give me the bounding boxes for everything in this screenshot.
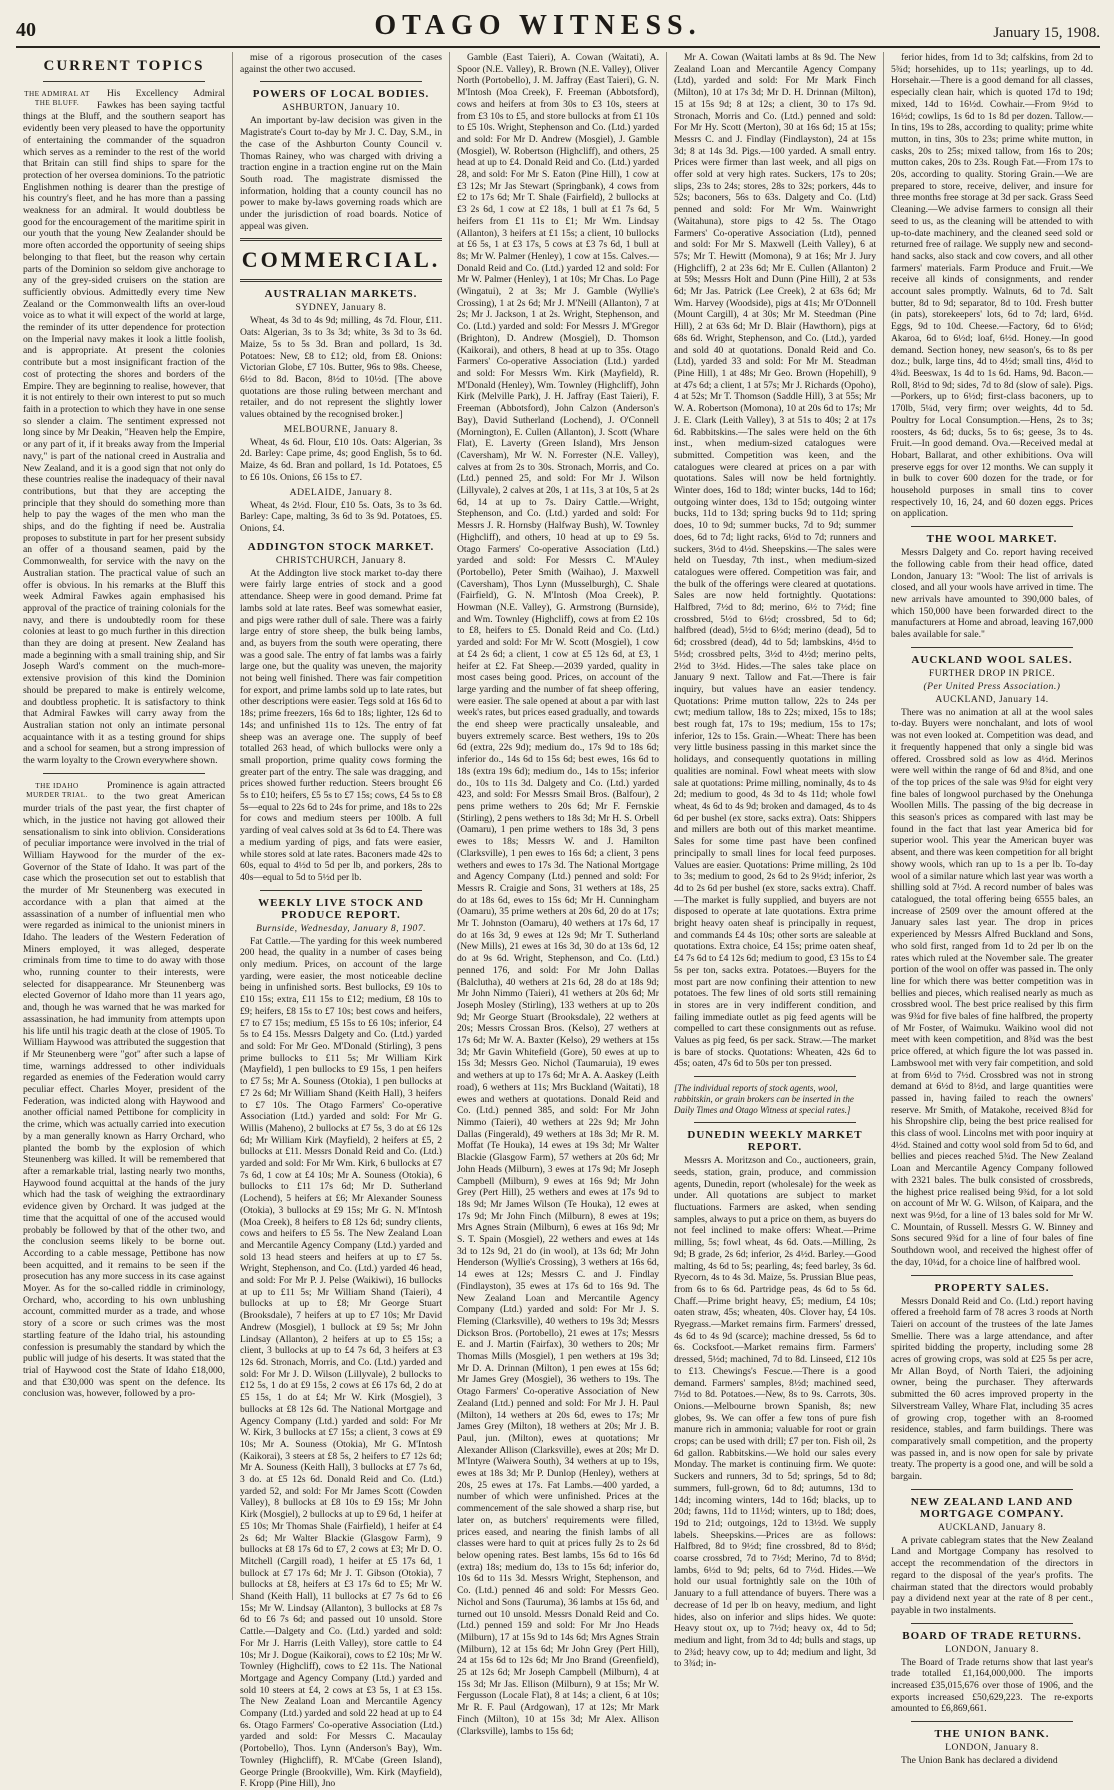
- wool-market-body: Messrs Dalgety and Co. report having received the following cable from their head office, dated London, January 13: "Wool: The list of arrivals is closed, and all your wools have arrived in time. The new arrivals have amounted to 390,000 bales, of which 150,000 have been forwarded direct to the manufacturers at Home and abroad, leaving 167,000 bales available for sale.": [891, 547, 1093, 641]
- divider: [694, 1122, 856, 1123]
- weekly-report-heading: WEEKLY LIVE STOCK AND PRODUCE REPORT.: [258, 896, 424, 921]
- divider: [694, 1076, 856, 1077]
- dateline: LONDON, January 8.: [945, 1643, 1039, 1655]
- dunedin-report-body: Messrs A. Moritzson and Co., auctioneers, grain, seeds, station, grain, produce, and commission agents, Dunedin, report (wholesale) for the week as under. All quotations are subject to market fluctuations. Farmers are asked, when sending samples, always to put a price on them, as buyers do not feel inclined to make offers: Wheat.—Prime milling, 5s; fowl wheat, 4s 6d. Oats.—Milling, 2s 9d; B grade, 2s 6d; inferior, 2s 4½d. Barley.—Good malting, 4s 6d to 5s; pearling, 4s; feed barley, 3s 6d. Ryecorn, 4s to 4s 3d. Maize, 5s. Prussian Blue peas, from 6s to 6s 6d. Partridge peas, 4s 6d to 5s 6d. Chaff.—Prime bright heavy, £5; medium, £4 10s; oaten straw, 45s; wheaten, 40s. Clover hay, £4 10s. Ryegrass.—Market remains firm. Farmers' dressed, 4s 6d to 4s 9d (scarce); machine dressed, 5s 6d to 6s. Cocksfoot.—Market remains firm. Farmers' dressed, 5½d; machined, 7d to 8d. Linseed, £12 10s to £13. Chewings's Fescue.—There is a good demand. Farmers' samples, 8½d; machined seed, 7½d to 8d. Potatoes.—New, 8s to 9s. Carrots, 30s. Onions.—Melbourne brown Spanish, 8s; new globes, 9s. We can offer a few tons of pure fish manure rich in ammonia; valuable for root or grain crops; can be used with drill; £7 per ton. Fish oil, 2s 6d gallon. Rabbitskins.—We hold our sales every Monday. The market is continuing firm. We quote: Suckers and runners, 3d to 5d; springs, 5d to 8d; summers, full-grown, 6d to 8d; autumns, 13d to 14d; incoming winters, 14d to 16d; blacks, up to 20d; fawns, 11d to 11½d; winters, up to 18d; does, 19d to 21d; outgoings, 12d to 13½d. We supply labels. Sheepskins.—Prices are as follows: Halfbred, 8d to 9½d; fine crossbred, 8d to 8½d; coarse crossbred, 7d to 7½d; Merino, 7d to 8½d; lambs, 6½d to 9d; pelts, 6d to 7½d. Hides.—We hold our usual fortnightly sale on the 10th of January to a full attendance of buyers. There was a decrease of 1d per lb on heavy, medium, and light hides, also on inferior and slips hides. We quote: Heavy stout ox, up to 7½d; heavy ox, 4d to 5d; medium and light, from 3d to 4d; bulls and stags, up to 2¾d; heavy cow, up to 4d; medium and light, 3d to 3¾d; in-: [674, 1155, 876, 1670]
- press-credit: (Per United Press Association.): [923, 680, 1061, 692]
- dateline: AUCKLAND, January 14.: [935, 693, 1049, 705]
- dateline: CHRISTCHURCH, January 8.: [275, 554, 407, 566]
- auckland-wool-body: There was no animation at all at the wool sales to-day. Buyers were nonchalant, and lots of wool was not even looked at. Competition was dead, and it frequently happened that only a single bid was offered. Crossbred sold as low as 4½d. Merinos were well within the range of 6d and 8¾d, and one of the top prices of the sale was 9¾d for eight very fine bales of longwool purchased by the Onehunga Woollen Mills. The passing of the big decrease in this season's prices as compared with last may be found in the fact that last year America bid for superior wool. This year the American buyer was absent, and there was keen competition for all bright showy wools, which ran up to 1s a per lb. To-day wool of a similar nature which last year was worth a shilling sold at 7½d. A record number of bales was catalogued, the total offering being 6555 bales, an increase of 2509 over the amount offered at the January sales last year. The drop in prices experienced by Messrs Alfred Buckland and Sons, who sold first, ranged from 1d to 2d per lb on the rates which ruled at the November sale. The greater portion of the wool on offer was passed in. The only line for which there was better competition was in bellies and pieces, which realised nearly as much as crossbred wool. The best price realised by this firm was 9¾d for five bales of fine halfbred, the property of Mr Foster, of Waimuku. Waikino wool did not meet with keen competition, and 8¾d was the best price offered, at which figure the lot was passed in. Lambswool met with very fair competition, and sold at from 6½d to 7½d. Crossbred was not in strong demand at 6½d to 8½d, and large quantities were passed in, having failed to reach the owners' reserve. Mr Smith, of Matakohe, received 8¾d for his Shropshire clip, being the best price realised for this class of wool. Lincolns met with poor inquiry at 4½d. Stained and cotty wool sold from 5d to 6d, and bellies and pieces reached 5¾d. The New Zealand Loan and Mercantile Agency Company followed with 2321 bales. The bulk consisted of crossbreds, the highest price realised being 9¾d, for a lot sold on account of Mr W. G. Wilson, of Kaipara, and the next was 9½d, for a line of 13 bales sold for Mr W. C. Mountain, of Russell. Messrs G. W. Binney and Sons secured 9¾d for a line of four bales of fine Southdown wool, and received the highest offer of the day, 10¼d, for a choice line of halfbred wool.: [891, 706, 1093, 1268]
- commercial-heading: COMMERCIAL.: [241, 247, 441, 273]
- board-of-trade-heading: BOARD OF TRADE RETURNS.: [902, 1629, 1082, 1642]
- dateline: ASHBURTON, January 10.: [282, 102, 400, 114]
- wool-market-heading: THE WOOL MARKET.: [926, 533, 1058, 546]
- stock-report-continued: Gamble (East Taieri), A. Cowan (Waitati), A. Spoor (N.E. Valley), R. Brown (N.E. Valley), Oliver North (Portobello), J. M. Jaffray (East Taieri), G. N. M'Intosh (Moa Creek), F. Freeman (Abbotsford), cows and heifers at from 30s to £3 10s, steers at from £3 10s to £5, and store bullocks at from £1 10s to £5 10s. Wright, Stephenson and Co. (Ltd.) yarded and sold: For Mr D. Andrew (Mosgiel), J. Gamble (Mosgiel), W. Robertson (Highcliff), and others, 25 head at up to £4. Donald Reid and Co. (Ltd.) yarded 28, and sold: For Mr S. Eaton (Pine Hill), 1 cow at £3 12s; Mr Jas Stewart (Springbank), 4 cows from £2 to 17s 6d; Mr T. Shale (Fairfield), 2 bullocks at £3 2s 6d, 1 cow at £2 18s, 1 bull at £1 7s 6d, 5 heifers from £1 11s to £1; Mr Wm. Lindsay (Allanton), 3 heifers at £1 15s; a client, 10 bullocks at £6 5s, 1 at £3 17s, 5 cows at £3 7s 6d, 1 bull at 8s; Mr W. Palmer (Henley), 1 cow at 15s. Calves.—Donald Reid and Co. (Ltd.) yarded 12 and sold: For Mr W. Palmer (Henley), 1 at 10s; Mr Chas. Lo Page (Wingatui), 2 at 3s; Mr J. Gamble (Wyllie's Crossing), 1 at 2s 6d; Mr J. M'Neill (Allanton), 7 at 2s; Mr J. Jackson, 1 at 2s. Wright, Stephenson, and Co. (Ltd.) yarded and sold: For Messrs J. M'Gregor (Brighton), D. Andrew (Mosgiel), D. Thomson (Kaikorai), and others, 8 head at up to 35s. Otago Farmers' Co-operative Association (Ltd.) yarded and sold: For Messrs Wm. Kirk (Mayfield), R. M'Donald (Henley), Wm. Townley (Highcliff), John Kirk (Melville Park), J. H. Jaffray (East Taieri), F. Freeman (Abbotsford), John Calzon (Anderson's Bay), David Sutherland (Lochend), J. O'Connell (Mornington), E. Cullen (Allanton), J. Scott (Whare Flat), E. Laverty (Green Island), Mrs Jenson (Caversham), Mr W. N. Forrester (N.E. Valley), calves at from 2s to 30s. Stronach, Morris, and Co. (Ltd.) penned 25, and sold: For Mr J. Wilson (Lillyvale), 2 calves at 20s, 1 at 11s, 3 at 10s, 5 at 2s 6d, 14 at up to 7s. Dairy Cattle.—Wright, Stephenson, and Co. (Ltd.) yarded and sold: For Messrs J. R. Hornsby (Halfway Bush), W. Townley (Highcliff), and others, 10 head at up to £9 5s. Otago Farmers' Co-operative Association (Ltd.) yarded and sold: For Messrs C. M'Auley (Portobello), Peter Smith (Waihao), J. Maxwell (Caversham), Thos Lynn (Musselburgh), C. Shale (Fairfield), G. N. M'Intosh (Moa Creek), P. Howman (N.E. Valley), G. Armstrong (Burnside), and Wm. Townley (Highcliff), cows at from £2 10s to £8, heifers to £5. Donald Reid and Co. (Ltd.) yarded and sold: For Mr W. Scott (Mosgiel), 1 cow at £4 2s 6d; a client, 1 cow at £5 12s 6d, at £3, 1 heifer at £2. Fat Sheep.—2039 yarded, quality in most cases being good. Prices, on account of the large yarding and the number of fat sheep offering, were easier. The sale opened at about a par with last week's rates, but prices eased gradually, and towards the end sheep were practically unsaleable, and buyers extremely scarce. Best wethers, 19s to 20s 6d (extra, 22s 9d); medium do., 17s 9d to 18s 6d; inferior do., 14s 6d to 15s 6d; best ewes, 16s 6d to 18s (extra 19s 6d); medium do., 14s to 15s; inferior do., 10s to 11s 3d. Dalgety and Co. (Ltd.) yarded 423, and sold: For Messrs Smail Bros. (Balfour), 2 pens prime wethers to 20s 6d; Mr F. Fernskie (Stirling), 2 pens wethers to 18s 3d; Mr H. S. Orbell (Oamaru), 1 pen prime wethers to 18s 3d, 3 pens ewes to 18s; Messrs W. and J. Hamilton (Clarksville), 1 pen ewes to 16s 6d; a client, 3 pens wethers and ewes to 17s 3d. The National Mortgage and Agency Company (Ltd.) penned and sold: For Messrs R. Craigie and Sons, 31 wethers at 18s, 25 do at 18s 6d, ewes to 15s 6d; Mr H. Cunningham (Oamaru), 35 prime wethers at 20s 6d, 20 do at 17s; Mr T. Johnston (Oamaru), 40 wethers at 17s 6d, 17 do at 16s 3d, 9 ewes at 12s 9d; Mr T. Sutherland (New Mills), 21 ewes at 16s 3d, 30 do at 13s 6d, 12 do at 9s 6d. Wright, Stephenson, and Co. (Ltd.) penned 176, and sold: For Mr John Dallas (Balclutha), 40 wethers at 21s 6d, 28 do at 18s 9d; Mr John Nimmo (Taieri), 41 wethers at 20s 6d; Mr Joseph Mosley (Stirling), 133 wethers at up to 20s 9d; Mr George Stuart (Brooksdale), 22 wethers at 20s; Messrs Crossan Bros. (Kelso), 27 wethers at 17s 6d; Mr W. A. Baxter (Kelso), 29 wethers at 15s 3d; Mr Gavin Whitefield (Gore), 50 ewes at up to 15s 3d; Messrs Geo. Nichol (Taumaruia), 19 ewes and wethers at up to 17s 6d; Mr A. A. Aaskey (Leith road), 6 wethers at 11s; Mrs Buckland (Waitati), 18 ewes and wethers at quotations. Donald Reid and Co. (Ltd.) penned 385, and sold: For Mr John Nimmo (Taieri), 40 wethers at 22s 9d; Mr John Dallas (Fingerald), 49 wethers at 18s 3d; Mr R. M. Moffat (Te Houka), 14 ewes at 19s 3d; Mr Walter Blackie (Glasgow Farm), 57 wethers at 20s 6d; Mr John Heads (Milburn), 3 ewes at 17s 9d; Mr Joseph Campbell (Milburn), 9 ewes at 16s 9d; Mr John Grey (Pert Hill), 25 wethers and ewes at 17s 9d to 18s 9d; Mr James Wilson (Te Houka), 12 ewes at 17s 9d; Mr John Finch (Milburn), 8 ewes at 19s; Mrs Agnes Strain (Milburn), 6 ewes at 16s 9d; Mr S. T. Spain (Mosgiel), 22 wethers and ewes at 14s 3d to 12s 9d, 21 do (in wool), at 13s 6d; Mr John Henderson (Wyllie's Crossing), 3 wethers at 16s 6d, 14 ewes at 12s; Messrs C. and J. Findlay (Findlayston), 35 ewes at 17s 6d to 16s 9d. The New Zealand Loan and Mercantile Agency Company (Ltd.) yarded and sold: For Mr J. S. Fleming (Clarksville), 40 wethers to 19s 3d; Messrs Dickson Bros. (Portobello), 21 ewes at 17s; Messrs E. and J. Martin (Fairfax), 30 wethers to 20s; Mr Thomas Mills (Mosgiel), 1 pen wethers at 19s 3d; Mr D. A. Drinnan (Milton), 1 pen ewes at 15s 6d; Mr James Grey (Mosgiel), 36 wethers to 19s. The Otago Farmers' Co-operative Association of New Zealand (Ltd.) penned and sold: For Mr J. H. Paul (Milton), 14 wethers at 20s 6d, ewes to 17s; Mr James Grey (Milton), 18 wethers at 20s; Mr J. B. Paul, jun. (Milton), ewes at quotations; Mr Alexander Allison (Clarksville), ewes at 20s; Mr D. M'Intyre (Waiwera South), 34 wethers at up to 19s, ewes at 18s 3d; Mr P. Dunlop (Henley), wethers at 20s, 25 ewes at 17s. Fat Lambs.—400 yarded, a number of which were unfinished. Prices at the commencement of the sale showed a sharp rise, but later on, as butchers' requirements were filled, prices eased, and nearing the finish lambs of all classes were hard to quit at prices fully 2s to 2s 6d below opening rates. Best lambs, 15s 6d to 16s 6d (extra) 18s; medium do, 13s to 15s 6d; inferior do, 10s 6d to 11s 3d. Messrs Wright, Stephenson, and Co. (Ltd.) penned 46 and sold: For Messrs Geo. Nichol and Sons (Tauruma), 36 lambs at 15s 6d, and turned out 10 unsold. Messrs Donald Reid and Co. (Ltd.) penned 159 and sold: For Mr Jno Heads (Milburn), 17 at 15s 9d to 14s 6d; Mrs Agnes Strain (Milburn), 12 at 15s 6d; Mr John Grey (Pert Hill), 24 at 15s 6d to 12s 6d; Mr Jno Brand (Greenfield), 25 at 12s 6d; Mr Joseph Campbell (Milburn), 4 at 15s 3d; Mr Jas. Ellison (Milburn), 9 at 15s; Mr W. Fergusson (Locale Flat), 8 at 14s; a client, 6 at 10s; Mr R. F. Paul (Ardgowan), 17 at 12s; Mr Mark Finch (Milton), 10 at 15s 3d; Mr Alex. Allison (Clarksville), lambs to 15s 6d;: [457, 52, 659, 1737]
- subheading: FURTHER DROP IN PRICE.: [928, 667, 1056, 679]
- columns: [16, 52, 1100, 1790]
- divider: [911, 647, 1073, 648]
- double-rule: [240, 238, 442, 241]
- property-sales-heading: PROPERTY SALES.: [934, 1281, 1050, 1294]
- masthead: [16, 8, 1100, 48]
- column-3: [450, 52, 667, 1737]
- dateline: SYDNEY, January 8.: [295, 302, 387, 314]
- powers-body: An important by-law decision was given in the Magistrate's Court to-day by Mr J. C. Day, S.M., in the case of the Ashburton County Council v. Thomas Rainey, who was charged with driving a traction engine in a traction engine rut on the Main South road. The magistrate dismissed the information, holding that a county council has no power to make by-laws governing roads which are under the jurisdiction of road boards. Notice of appeal was given.: [240, 115, 442, 232]
- union-bank-heading: THE UNION BANK.: [934, 1728, 1050, 1741]
- divider: [911, 1623, 1073, 1624]
- divider: [911, 1489, 1073, 1490]
- board-of-trade-body: The Board of Trade returns show that last year's trade totalled £1,164,000,000. The imports increased £35,015,676 over those of 1906, and the exports increased £50,629,223. The re-exports amounted to £6,869,661.: [891, 1656, 1093, 1715]
- stock-report-continued: Mr A. Cowan (Waitati lambs at 8s 9d. The New Zealand Loan and Mercantile Agency Company (Ltd), yarded and sold: For Mr Mark Finch (Milton), 10 at 17s 3d; Mr D. H. Drinnan (Milton), 15 at 15s 9d; 8 at 12s; a client, 30 to 17s 9d. Stronach, Morris and Co. (Ltd.) penned and sold: For Mr Hy. Scott (Merton), 30 at 16s 6d; 15 at 15s; Messrs C. and J. Findlay (Findlayston), 24 at 15s 3d; 8 at 14s 3d. Pigs.—100 yarded. A small entry. Prices were firmer than last week, and all pigs on offer sold at very high rates. Suckers, 17s to 20s; slips, 23s to 24s; stores, 28s to 32s; porkers, 44s to 52s; baconers, 56s to 63s. Dalgety and Co. (Ltd) penned and sold: For Mr Wm. Wainwright (Waitahuna), store pigs to 42 5s. The Otago Farmers' Co-operative Association (Ltd), penned and sold: For Mr S. Maxwell (Leith Valley), 6 at 57s; Mr T. Hewitt (Momona), 9 at 16s; Mr J. Jury (Highcliff), 2 at 23s 6d; Mr E. Cullen (Allanton) 2 at 59s; Messrs Holt and Dunn (Pine Hill), 2 at 53s 6d; Mr Jas. Patrick (Lee Creek), 2 at 63s 6d; Mr Wm. Harvey (Woodside), pigs at 41s; Mr O'Donnell (Mount Cargill), 4 at 30s; Mr M. Steedman (Pine Hill), 2 at 63s 6d; Mr D. Blair (Hawthorn), pigs at 68s 6d. Wright, Stephenson, and Co. (Ltd.), yarded and sold 40 at quotations. Donald Reid and Co. (Ltd), yarded 33 and sold: For Mr M. Steadman (Pine Hill), 1 at 48s; Mr Geo. Brown (Hopehill), 9 at 47s 6d; a client, 1 at 57s; Mr J. Richards (Opoho), 4 at 52s; Mr T. Thomson (Saddle Hill), 3 at 55s; Mr W. A. Robertson (Momona), 10 at 20s 6d to 17s; Mr J. E. Clark (Leith Valley), 3 at 51s to 40s; 2 at 17s 6d. Rabbitskins.—The sales were held on the 6th inst., when medium-sized catalogues were submitted. Competition was keen, and the catalogues were cleared at prices on a par with quotations. Sales will now be held fortnightly. Winter does, 16d to 18d; winter bucks, 14d to 16d; outgoing winter does, 13d to 15d; outgoing winter bucks, 11d to 13d; spring bucks 9d to 11d; spring does, 10 to 9d; summer bucks, 7d to 9d; summer does, 6d to 7d; light racks, 6½d to 7d; runners and suckers, 3½d to 4½d. Sheepskins.—The sales were held on Tuesday, 7th inst., when medium-sized catalogues were offered. Competition was fair, and the bulk of the offerings were cleared at quotations. Sales are now held fortnightly. Quotations: Halfbred, 7½d to 8d; merino, 6½ to 7½d; fine crossbred, 5½d to 6½d; crossbred, 5d to 6d; halfbred (dead), 5½d to 6½d; merino (dead), 5d to 6d; crossbred (dead), 4d to 5d; lambskins, 4½d to 5½d; crossbred pelts, 3½d to 4½d; merino pelts, 2½d to 3½d. Hides.—The sales take place on January 9 next. Tallow and Fat.—There is fair inquiry, but values have an easier tendency. Quotations: Prime mutton tallow, 22s to 24s per cwt; medium tallow, 18s to 22s; mixed, 15s to 18s; best rough fat, 17s to 19s; medium, 15s to 17s; inferior, 12s to 15s. Grain.—Wheat: There has been very little business passing in this market since the holidays, and consequently quotations in milling qualities are nominal. Fowl wheat meets with slow sale at quotations: Prime milling, nominally, 4s to 4s 2d; medium to good, 4s 3d to 4s 11d; whole fowl wheat, 4s 6d to 4s 9d; broken and damaged, 4s to 4s 6d per bushel (ex store, sacks extra). Oats: Shippers and millers are both out of this market meantime. Sales for some time past have been confined principally to small lines for local feed purposes. Values are easier. Quotations: Prime milling, 2s 10d to 3s; medium to good, 2s 6d to 2s 9½d; inferior, 2s 4d to 2s 6d per bushel (ex store, sacks extra). Chaff.—The market is fully supplied, and buyers are not disposed to operate at late quotations. Extra prime bright heavy oaten sheaf is principally in request, and commands £4 4s 10s; other sorts are saleable at quotations. Extra choice, £4 15s; prime oaten sheaf, £4 7s 6d to £4 12s 6d; medium to good, £3 15s to £4 5s per ton, sacks extra. Potatoes.—Buyers for the most part are now confining their attention to new potatoes. The few lines of old sorts still remaining in stores are in very indifferent condition, and failing immediate outlet as pig feed agents will be compelled to cart these consignments out as refuse. Values as pig feed, 6s per sack. Straw.—The market is bare of stocks. Quotations: Wheaten, 42s 6d to 45s; oaten, 47s 6d to 50s per ton pressed.: [674, 52, 877, 1070]
- sidenote-admiral: THE ADMIRAL AT THE BLUFF.: [24, 90, 90, 107]
- column-2: [233, 52, 450, 1790]
- divider: [260, 81, 422, 82]
- dateline: LONDON, January 8.: [945, 1742, 1039, 1754]
- divider: [911, 1721, 1073, 1722]
- dateline: ADELAIDE, January 8.: [289, 486, 393, 498]
- column-1: [16, 52, 233, 1600]
- union-bank-body: The Union Bank has declared a dividend: [901, 1755, 1058, 1767]
- divider: [43, 81, 205, 82]
- divider: [43, 773, 205, 774]
- column-4: [667, 52, 884, 1670]
- nz-land-body: A private cablegram states that the New Zealand Land and Mortgage Company has resolved to accept the recommendation of the directors in regard to the disposal of the year's profits. The chairman stated that the directors would probably pay a dividend next year at the rate of 8 per cent., payable in two instalments.: [891, 1534, 1093, 1616]
- current-topics-heading: CURRENT TOPICS: [43, 58, 205, 74]
- dunedin-report-heading: DUNEDIN WEEKLY MARKET REPORT.: [687, 1129, 863, 1154]
- property-sales-body: Messrs Donald Reid and Co. (Ltd.) report having offered a freehold farm of 78 acres 3 roods at North Taieri on account of the trustees of the late James Smellie. There was a large attendance, and after spirited bidding the property, including some 28 acres of growing crops, was sold at £25 5s per acre, Mr Allan Boyd, of North Taieri, the adjoining owner, being the purchaser. They afterwards submitted the 60 acres improved property in the Silverstream Valley, Whare Flat, including 35 acres of growing crop, together with an 8-roomed residence, stables, and farm buildings. There was comparatively small competition, and the property was passed in, and is now open for sale by private treaty. The property is a good one, and will be sold a bargain.: [891, 1295, 1093, 1483]
- divider: [911, 1275, 1073, 1276]
- double-rule: [240, 279, 442, 282]
- article-admiral: His Excellency Admiral Fawkes has been saying tactful things at the Bluff, and the southern seaport has evidently been very pleased to have the opportunity of entertaining the commander of the squadron which serves as a reminder to the rest of the world that Britain can still find ships to spare for the protection of her oversea dominions. To the patriotic Englishmen nothing is dearer than the prestige of his country's fleet, and he has more than a passing weakness for an admiral. It would doubtless be good for the encouragement of the maritime spirit in our youth that the young New Zealander should be more often accorded the opportunity of seeing ships belonging to that fleet, but the reason why certain parts of the Dominion so seldom give anchorage to any of the grey-sided cruisers on the station are sufficiently obvious. Admittedly every time New Zealand or the Commonwealth lifts an over-loud voice as to what it will expect of the world at large, the reminder of its utter dependence for protection on the Imperial navy makes it look a little foolish, and is appropriate. At present the colonies contribute but a most insignificant fraction of the cost of protecting the shores and borders of the Empire. They are beginning to realise, however, that it is not entirely to their own interest to put so much faith in a protection to which they have in one sense so slender a claim. The sentiment expressed not long since by Mr Deakin, "Heaven help the Empire, or any part of it, if it breaks away from the Imperial navy," is part of the national creed in Australia and New Zealand, and it is a good sign that not only do these countries realise the inadequacy of their naval contributions, but that they are accepting the principle that they should do something more than help to pay the wages of the men who man the ships, and do the fighting if need be. Australia proposes to substitute in part for her present subsidy an offer of a thousand seamen, paid by the Commonwealth, for service with the navy on the Australian station. The practical value of such an offer is obvious. In his remarks at the Bluff this week Admiral Fawkes again emphasised his approval of the practice of training colonials for the navy, and there is undoubtedly room for these colonies at least to go much further in this direction than they are doing at present. New Zealand has made a beginning with a small training ship, and Sir Joseph Ward's comment on the much-more-extensive provision of this kind the Dominion should be prepared to make is entirely welcome, and doubtless prophetic. It is satisfactory to think that Admiral Fawkes will carry away from the Australian station not only an intimate personal acquaintance with it as a testing ground for ships and a school for seamen, but a strong impression of the warm loyalty to the Crown everywhere shown.: [23, 88, 225, 767]
- divider: [260, 890, 422, 891]
- sidenote-idaho: THE IDAHO MURDER TRIAL.: [26, 781, 88, 799]
- addington-heading: ADDINGTON STOCK MARKET.: [247, 540, 435, 553]
- australian-markets-heading: AUSTRALIAN MARKETS.: [264, 288, 418, 301]
- dunedin-report-continued: ferior hides, from 1d to 3d; calfskins, from 2d to 5¾d; horsehides, up to 11s; yearlings, up to 4d. Horsehair.—There is a good demand for all classes, especially clean hair, which is quoted 17d to 19d; mixed, 14d to 16½d. Cowhair.—From 9½d to 16½d; cowlips, 1s 6d to 1s 8d per dozen. Tallow.—In tins, 19s to 28s, according to quality; prime white mutton, in tins, 30s to 23s; prime white mutton, in casks, 20s to 25s; mixed tallow, from 16s to 20s; mutton cakes, 20s to 23s. Rough Fat.—From 17s to 20s, according to quality. Storing Grain.—We are prepared to store, receive, deliver, and insure for three months free storage at 3d per sack. Grass Seed Cleaning.—We advise farmers to consign all their seed to us, as the cleaning will be attended to with up-to-date machinery, and the cleaned seed sold or returned free of railage. We supply new and second-hand sacks, also stack and cow covers, and all other farmers' materials. Farm Produce and Fruit.—We receive all kinds of consignments, and render account sales promptly. Walnuts, 6d to 7d. Salt butter, 8d to 9d; separator, 8d to 10d. Fresh butter (in pats), storekeepers' lots, 6d to 7d; lard, 6½d. Eggs, 9d to 10d. Cheese.—Factory, 6d to 6½d; Akaroa, 6d to 6½d; loaf, 6½d. Honey.—In good demand. Section honey, new season's, 6s to 8s per doz.; bulk, large tins, 4d to 4½d; small tins, 4½d to 4¾d. Beeswax, 1s 4d to 1s 6d. Hams, 9d. Bacon.—Roll, 8½d to 9d; sides, 7d to 8d (slow of sale). Pigs.—Porkers, up to 6½d; first-class baconers, up to 170lb, 5¼d, very firm; over weights, 4d to 5d. Poultry for Local Consumption.—Hens, 2s to 3s; roosters, 4s 6d; ducks, 5s to 6s; geese, 3s to 4s. Fruit.—In good demand. Ova.—Received medal at Hobart, Ballarat, and other exhibitions. Ova will preserve eggs for over 12 months. We can supply it in bulk to cover 600 dozen for the trade, or for household purposes in small tins to cover respectively 10, 16, 24, and 60 dozen eggs. Prices on application.: [891, 52, 1093, 520]
- dateline: Burnside, Wednesday, January 8, 1907.: [255, 922, 427, 934]
- dateline: AUCKLAND, January 8.: [937, 1521, 1047, 1533]
- article-idaho: Prominence is again attracted to the two great American murder trials of the past year, the first chapter of which, in the justice not having got allowed their sensationalism to sink into oblivion. Considerations of peculiar importance were involved in the trial of William Haywood for the murder of the ex-Governor of the State of Idaho. It was part of the case which the prosecution set out to establish that the murder of Mr Steunenberg was executed in accordance with a plan that aimed at the assassination of a number of influential men who were regarded as inimical to the unionist miners in Idaho. The leaders of the Western Federation of Miners employed, it was alleged, desperate criminals from time to time to do away with those who, running counter to their interests, were selected for disappearance. Mr Steunenberg was elected Governor of Idaho more than 11 years ago, and, though he was warned that he was marked for assassination, he had immunity from attempts upon his life until his tragic death at the close of 1905. To William Haywood was attributed the suggestion that if Mr Steunenberg were "got" after such a lapse of time, warnings addressed to other individuals regarded as enemies of the Federation would carry peculiar effect. Charles Moyer, president of the Federation, was indicted along with Haywood and another official named Pettibone for complicity in the crime, which was actually carried into execution by a man generally known as Harry Orchard, who planted the bomb by the explosion of which Steunenberg was killed. It will be remembered that after a remarkable trial, lasting nearly two months, Haywood found acquittal at the hands of the jury which had the task of weighing the extraordinary evidence given by Orchard. It was judged at the time that the acquittal of one of the accused would probably be followed by that of the other two, and the conclusion seems likely to be borne out. According to a cable message, Pettibone has now been acquitted, and it remains to be seen if the prosecution has any more success in its case against Moyer. As for the so-called riddle in criminology, Orchard, who, according to his own unblushing account, committed murder as a trade, and whose story of a score or such crimes was the most startling feature of the Idaho trial, his astounding confession is presumably the standard by which the public will judge of his deserts. It was stated that the trial of Haywood cost the State of Idaho £18,000, and that £30,000 was spent on the defence. Its conclusion was, however, followed by a pro-: [23, 779, 225, 1400]
- divider: [911, 526, 1073, 527]
- adelaide-body: Wheat, 4s 2½d. Flour, £10 5s. Oats, 3s to 3s 6d. Barley: Cape, malting, 3s 6d to 3s 9d. Potatoes, £5. Onions, £4.: [240, 499, 442, 534]
- melbourne-body: Wheat, 4s 6d. Flour, £10 10s. Oats: Algerian, 3s 2d. Barley: Cape prime, 4s; good English, 5s to 6d. Maize, 4s 6d. Bran and pollard, 1s 1d. Potatoes, £5 to £6 10s. Onions, £6 15s to £7.: [240, 436, 442, 483]
- sydney-body: Wheat, 4s 3d to 4s 9d; milling, 4s 7d. Flour, £11. Oats: Algerian, 3s to 3s 3d; white, 3s 3d to 3s 6d. Maize, 5s to 5s 3d. Bran and pollard, 1s 3d. Potatoes: New, £8 to £12; old, from £8. Onions: Victorian Globe, £7 10s. Butter, 96s to 98s. Cheese, 6½d to 8d. Bacon, 8½d to 10½d. [The above quotations are those ruling between merchant and retailer, and do not represent the slightly lower values obtained by the recognised broker.]: [240, 315, 442, 421]
- powers-heading: POWERS OF LOCAL BODIES.: [252, 88, 430, 101]
- nz-land-heading: NEW ZEALAND LAND AND MORTGAGE COMPANY.: [910, 1495, 1074, 1520]
- current-topics-body: [23, 88, 225, 1400]
- issue-date: January 15, 1908.: [993, 25, 1100, 41]
- auckland-wool-heading: AUCKLAND WOOL SALES.: [911, 653, 1073, 666]
- page-number: 40: [16, 19, 36, 41]
- weekly-report-body: Fat Cattle.—The yarding for this week numbered 200 head, the quality in a number of cases being only medium. Prices, on account of the large yarding, were easier, the most noticeable decline being in unfinished sorts. Best bullocks, £9 10s to £10 15s; extra, £11 15s to £12; medium, £8 10s to £9; heifers, £8 15s to £7 10s; best cows and heifers, £7 to £7 15s; medium, £5 15s to £6 10s; inferior, £4 5s to £4 15s. Messrs Dalgety and Co. (Ltd.) yarded and sold: For Mr Geo. M'Donald (Stirling), 3 pens prime bullocks to £11 5s; Mr William Kirk (Mayfield), 1 pen bullocks to £9 15s, 1 pen heifers to £7 5s; Mr A. Souness (Otokia), 1 pen bullocks at £7 2s 6d; Mr William Shand (Keith Hall), 3 heifers to £7 10s. The Otago Farmers' Co-operative Association (Ltd.) yarded and sold: For Mr G. Willis (Maheno), 2 bullocks at £7 5s, 3 do at £6 12s 6d; Mr William Kirk (Mayfield), 2 heifers at £5, 2 bullocks at £11. Messrs Donald Reid and Co. (Ltd.) yarded and sold: For Mr Wm. Kirk, 6 bullocks at £7 7s 6d, 1 cow at £4 10s; Mr A. Souness (Otokia), 6 bullocks to £11 17s 6d; Mr D. Sutherland (Lochend), 5 heifers at £6; Mr Alexander Souness (Otokia), 3 bullocks at £9 15s; Mr G. N. M'Intosh (Moa Creek), 8 heifers to £8 12s 6d; sundry clients, cows and heifers to £5 5s. The New Zealand Loan and Mercantile Agency Company (Ltd.) yarded and sold 13 head steers and heifers at up to £7 5s. Wright, Stephenson, and Co. (Ltd.) yarded 46 head, and sold: For Mr P. J. Pelse (Waikiwi), 16 bullocks at up to £11 5s; Mr William Shand (Taieri), 4 bullocks at up to £8; Mr George Stuart (Brooksdale), 7 heifers at up to £7 10s; Mr David Andrew (Mosgiel), 1 bullock at £9 5s; Mr John Lindsay (Allanton), 2 heifers at up to £5 15s; a client, 3 bullocks at up to £4 7s 6d, 3 heifers at £3 12s 6d. Stronach, Morris, and Co. (Ltd.) yarded and sold: For Mr J. D. Wilson (Lillyvale), 2 bullocks to £12 5s, 1 do at £9 15s, 2 cows at £6 17s 6d, 2 do at £5 15s, 1 do at £4; Mr W. Kirk (Mosgiel), 3 bullocks at £8 12s 6d. The National Mortgage and Agency Company (Ltd.) yarded and sold: For Mr W. Kirk, 3 bullocks at £7 15s; a client, 3 cows at £9 10s; Mr A. Souness (Otokia), Mr G. M'Intosh (Kaikorai), 3 steers at £8 5s, 2 heifers to £7 12s 6d; Mr A. Souness (Keith Hall), 3 bullocks at £7 7s 6d, 3 do. at £5 12s 6d. Donald Reid and Co. (Ltd.) yarded 52, and sold: For Mr James Scott (Cowden Valley), 8 bullocks at £8 10s to £9 15s; Mr John Kirk (Mosgiel), 2 bullocks at up to £9 6d, 1 heifer at £5 10s; Mr Thomas Shale (Fairfield), 1 heifer at £4 2s 6d; Mr Walter Blackie (Glasgow Farm), 9 bullocks at £8 17s 6d to £7, 2 cows at £3; Mr D. O. Mitchell (Cargill road), 1 heifer at £5 17s 6d, 1 bullock at £7 17s 6d; Mr J. T. Gibson (Otokia), 7 bullocks at £8, heifers at £3 17s 6d to £5; Mr W. Shand (Keith Hall), 11 bullocks at £7 7s 6d to £6 15s; Mr W. Lindsay (Allanton), 3 bullocks at £8 7s 6d to £6 7s 6d; and passed out 10 unsold. Store Cattle.—Dalgety and Co. (Ltd.) yarded and sold: For Mr J. Harris (Leith Valley), store cattle to £4 10s; Mr J. Dogue (Kaikorai), cows to £2 10s; Mr W. Townley (Highcliff), cows to £2 11s. The National Mortgage and Agency Company (Ltd.) yarded and sold 10 steers at £4, 2 cows at £3 5s, 1 at £3 15s. The New Zealand Loan and Mercantile Agency Company (Ltd.) yarded and sold 22 head at up to £4 6s. Otago Farmers' Co-operative Association (Ltd.) yarded and sold: For Messrs C. Macaulay (Portobello), Thos. Lynn (Anderson's Bay), Wm. Townley (Highcliff), R. M'Cabe (Green Island), George Pringle (Brookville), Wm. Kirk (Mayfield), F. Kropp (Pine Hill), Jno: [240, 935, 442, 1790]
- newspaper-title: OTAGO WITNESS.: [374, 10, 702, 41]
- continued-text: mise of a rigorous prosecution of the cases against the other two accused.: [240, 52, 442, 75]
- advertising-notice: [The individual reports of stock agents, wool, rabbitskin, or grain brokers can be inserted in the Daily Times and Otago Witness at special rates.]: [674, 1083, 854, 1116]
- addington-body: At the Addington live stock market to-day there were fairly large entries of stock and a good attendance. Sheep were in good demand. Prime fat lambs sold at late rates. Beef was somewhat easier, and pigs were rather dull of sale. There was a fairly large entry of store sheep, the bulk being lambs, and, as buyers from the south were operating, there was a good sale. The entry of fat lambs was a fairly large one, but the quality was uneven, the majority not being well finished. There was fair competition for export, and prime lambs sold up to late rates, but other descriptions were easier. Tegs sold at 16s 6d to 18s; prime freezers, 16s 6d to 18s; lighter, 12s 6d to 14s; and unfinished 11s to 12s. The entry of fat sheep was an average one. The supply of beef totalled 263 head, of which bullocks were only a small proportion, prime quality cows forming the greater part of the entry. The sale was dragging, and prices showed further reduction. Steers brought £6 5s to £10; heifers, £5 5s to £7 15s; cows, £4 5s to £8 5s—equal to 22s 6d to 24s for prime, and 18s to 22s for cows and medium steers per 100lb. A full yarding of veal calves sold at 3s 6d to £4. There was a medium yarding of pigs, and fats were easier, while stores sold at late rates. Baconers made 42s to 60s, equal to 4½d to 5d per lb, and porkers, 28s to 40s—equal to 5d to 5½d per lb.: [240, 567, 442, 883]
- dateline: MELBOURNE, January 8.: [283, 423, 399, 435]
- column-5: [884, 52, 1100, 1767]
